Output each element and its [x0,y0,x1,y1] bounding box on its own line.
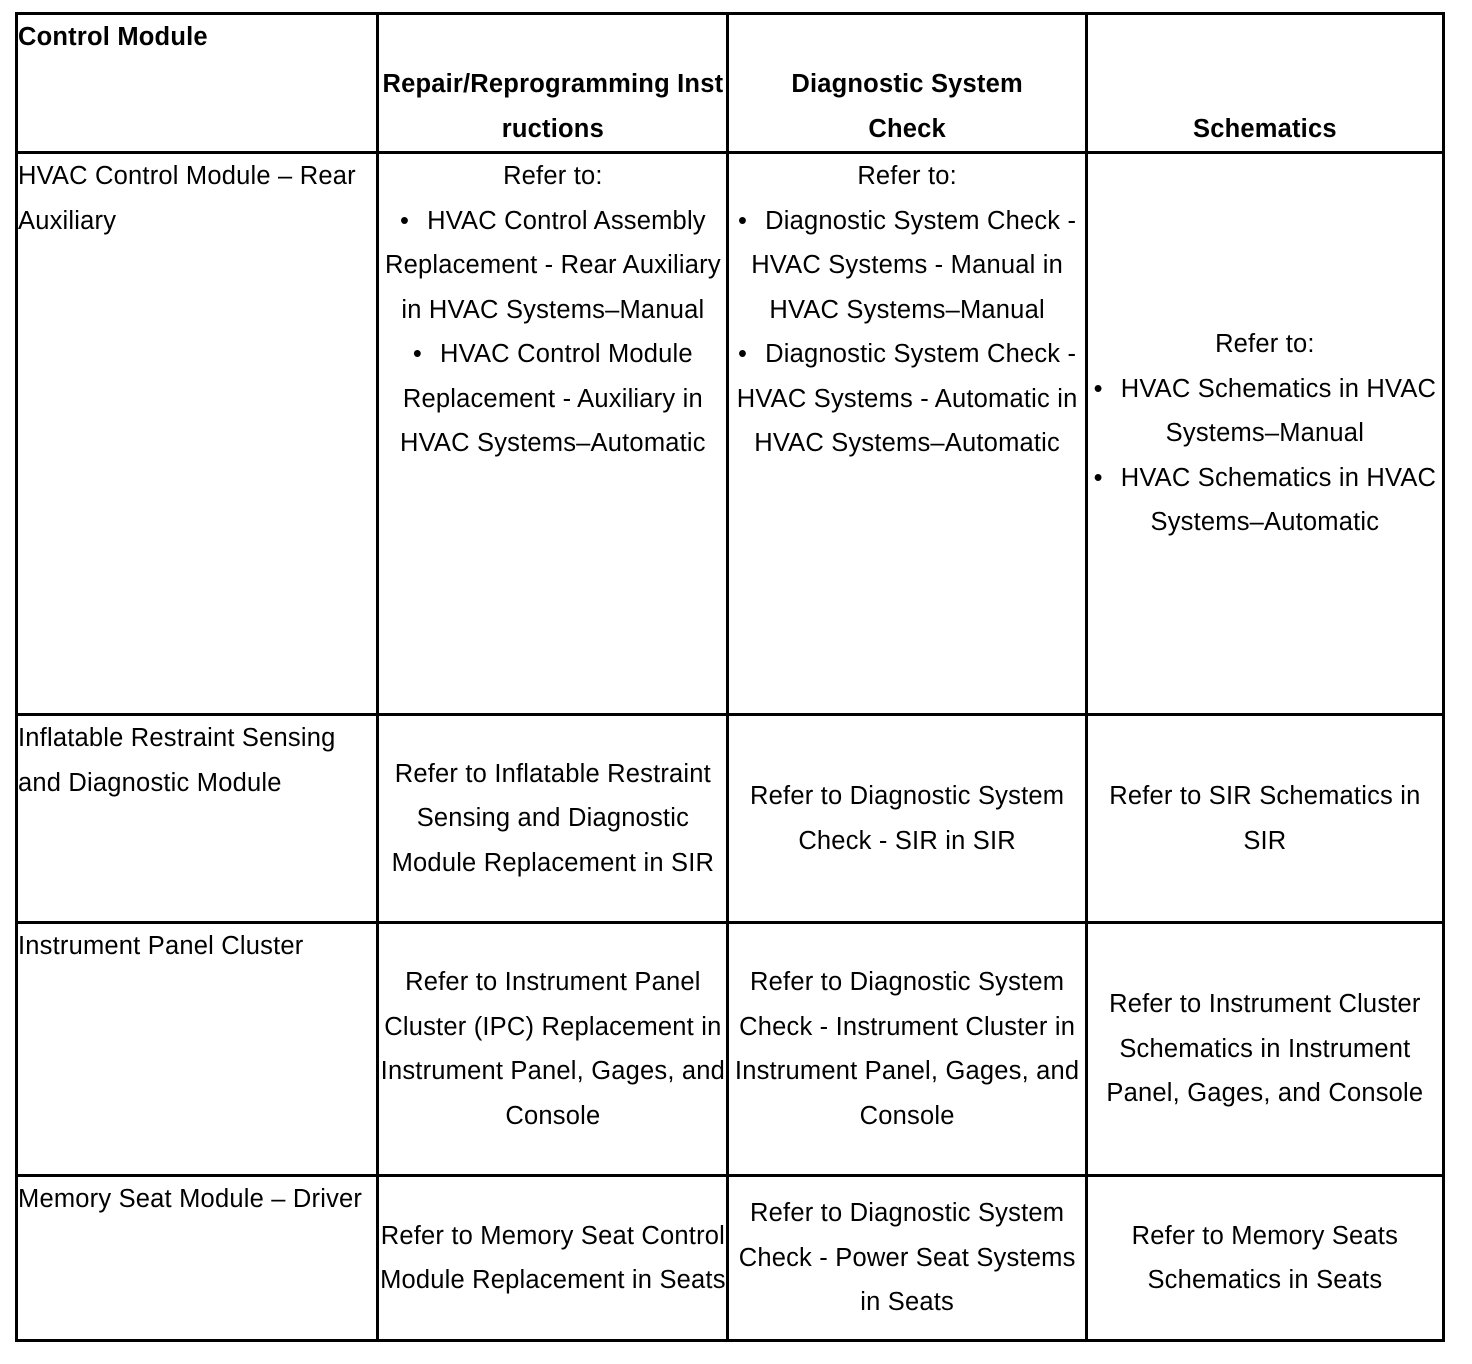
diagnostic-cell: Refer to Diagnostic System Check - Instrument Cluster in Instrument Panel, Gages, and Console [728,923,1086,1176]
refer-to-text: Refer to: [503,162,603,190]
control-module-reference-table [15,12,1445,1342]
schematics-cell: Refer to SIR Schematics in SIR [1086,715,1443,923]
bullet-icon: • [399,206,410,235]
table-row [17,1176,1444,1341]
repair-cell: Refer to Inflatable Restraint Sensing and Diagnostic Module Replacement in SIR [378,715,728,923]
diagnostic-list-item: • Diagnostic System Check - HVAC Systems - Automatic in HVAC Systems–Automatic [729,332,1084,466]
bullet-icon: • [1093,463,1103,492]
module-name-cell: HVAC Control Module – Rear Auxiliary [17,153,378,715]
header-repair-instructions: Repair/Reprogramming Instructions [378,14,728,153]
schematics-cell: Refer to Memory Seats Schematics in Seats [1086,1176,1443,1341]
repair-list-item: • HVAC Control Module Replacement - Auxiliary in HVAC Systems–Automatic [379,332,726,466]
refer-to-text: Refer to: [857,162,957,190]
diagnostic-cell: Refer to Diagnostic System Check - SIR in SIR [728,715,1086,923]
repair-cell [378,153,728,715]
module-name-cell: Memory Seat Module – Driver [17,1176,378,1341]
schematics-cell: Refer to Instrument Cluster Schematics in Instrument Panel, Gages, and Console [1086,923,1443,1176]
schematics-cell [1086,153,1443,715]
module-name-cell: Inflatable Restraint Sensing and Diagnostic Module [17,715,378,923]
refer-to-text: Refer to: [1215,330,1315,359]
header-diagnostic-system-check: Diagnostic System Check [728,14,1086,153]
schematics-list-item: • HVAC Schematics in HVAC Systems–Automatic [1088,456,1442,545]
bullet-icon: • [737,206,748,235]
repair-cell: Refer to Memory Seat Control Module Replacement in Seats [378,1176,728,1341]
diagnostic-cell [728,153,1086,715]
table-row [17,715,1444,923]
repair-cell: Refer to Instrument Panel Cluster (IPC) Replacement in Instrument Panel, Gages, and Console [378,923,728,1176]
bullet-icon: • [737,340,748,368]
header-row [17,14,1444,153]
bullet-icon: • [1093,374,1103,403]
header-schematics: Schematics [1086,14,1443,153]
schematics-list-item: • HVAC Schematics in HVAC Systems–Manual [1088,367,1442,456]
diagnostic-cell: Refer to Diagnostic System Check - Power Seat Systems in Seats [728,1176,1086,1341]
module-name-cell: Instrument Panel Cluster [17,923,378,1176]
repair-list-item: • HVAC Control Assembly Replacement - Rear Auxiliary in HVAC Systems–Manual [379,199,726,333]
diagnostic-list-item: • Diagnostic System Check - HVAC Systems - Manual in HVAC Systems–Manual [729,199,1084,333]
header-control-module: Control Module [17,14,378,153]
table-row [17,153,1444,715]
bullet-icon: • [412,340,423,368]
table-row [17,923,1444,1176]
